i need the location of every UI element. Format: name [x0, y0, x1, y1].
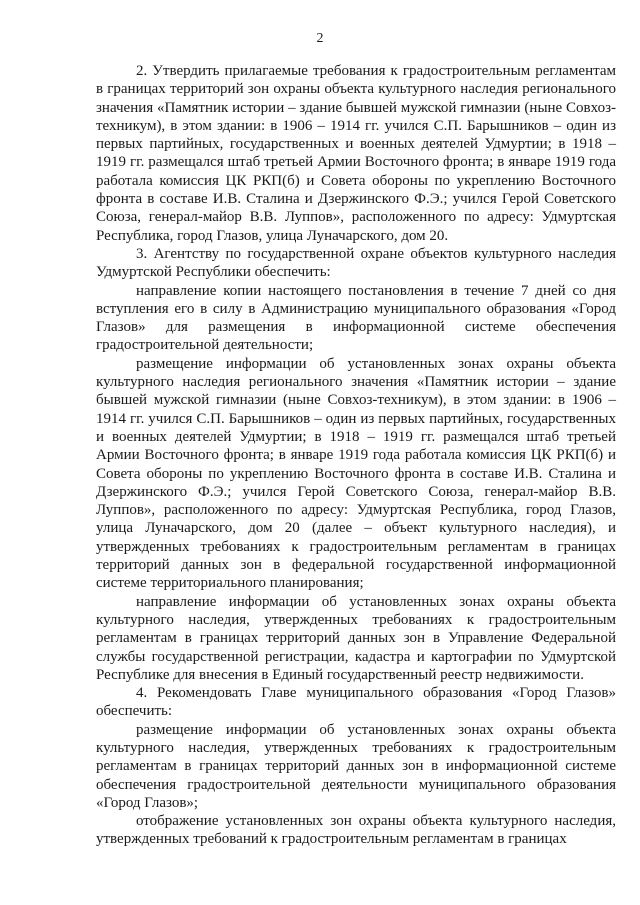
paragraph-item-4-recommend-head: 4. Рекомендовать Главе муниципального образования «Город Глазов» обеспечить:: [96, 685, 616, 720]
paragraph-display-zones: отображение установленных зон охраны объекта культурного наследия, утвержденных требований к градостроительным регламентам в границах: [96, 813, 616, 848]
document-body: [96, 62, 616, 849]
paragraph-item-2-approve-requirements: 2. Утвердить прилагаемые требования к градостроительным регламентам в границах территорий зон охраны объекта культурного наследия регионального значения «Памятник истории – здание бывшей мужской гимназии (ныне Совхоз-техникум), в этом здании: в 1906 – 1914 гг. учился С.П. Барышников – один из первых партийных, государственных и военных деятелей Удмуртии; в 1918 – 1919 гг. размещался штаб третьей Армии Восточного фронта; в январе 1919 года работала комиссия ЦК РКП(б) и Совета обороны по укреплению Восточного фронта в составе И.В. Сталина и Дзержинского Ф.Э.; учился Герой Советского Союза, генерал-майор В.В. Луппов», расположенного по адресу: Удмуртская Республика, город Глазов, улица Луначарского, дом 20.: [96, 63, 616, 244]
paragraph-publish-info-municipal: размещение информации об установленных зонах охраны объекта культурного наследия, утвержденных требованиях к градостроительным регламентам в границах территорий данных зон в информационной системе обеспечения градостроительной деятельности муниципального образования «Город Глазов»;: [96, 721, 616, 811]
paragraph-send-info-rosreestr: направление информации об установленных зонах охраны объекта культурного наследия, утвержденных требованиях к градостроительным регламентам в границах территорий данных зон в Управление Федеральной службы государственной регистрации, кадастра и картографии по Удмуртской Республике для внесения в Единый государственный реестр недвижимости.: [96, 593, 616, 683]
page-number: 2: [316, 31, 324, 46]
paragraph-send-copy: направление копии настоящего постановления в течение 7 дней со дня вступления его в силу в Администрацию муниципального образования «Город Глазов» для размещения в информационной системе обеспечения градостроительной деятельности;: [96, 282, 616, 354]
paragraph-publish-info-federal: размещение информации об установленных зонах охраны объекта культурного наследия регионального значения «Памятник истории – здание бывшей мужской гимназии (ныне Совхоз-техникум), в этом здании: в 1906 – 1914 гг. учился С.П. Барышников – один из первых партийных, государственных и военных деятелей Удмуртии; в 1918 – 1919 гг. размещался штаб третьей Армии Восточного фронта; в январе 1919 года работала комиссия ЦК РКП(б) и Совета обороны по укреплению Восточного фронта в составе И.В. Сталина и Дзержинского Ф.Э.; учился Герой Советского Союза, генерал-майор В.В. Луппов», расположенного по адресу: Удмуртская Республика, город Глазов, улица Луначарского, дом 20 (далее – объект культурного наследия), и утвержденных требованиях к градостроительным регламентам в границах территорий данных зон в федеральной государственной информационной системе территориального планирования;: [96, 355, 616, 592]
paragraph-item-3-agency-duties: 3. Агентству по государственной охране объектов культурного наследия Удмуртской Республики обеспечить:: [96, 245, 616, 281]
